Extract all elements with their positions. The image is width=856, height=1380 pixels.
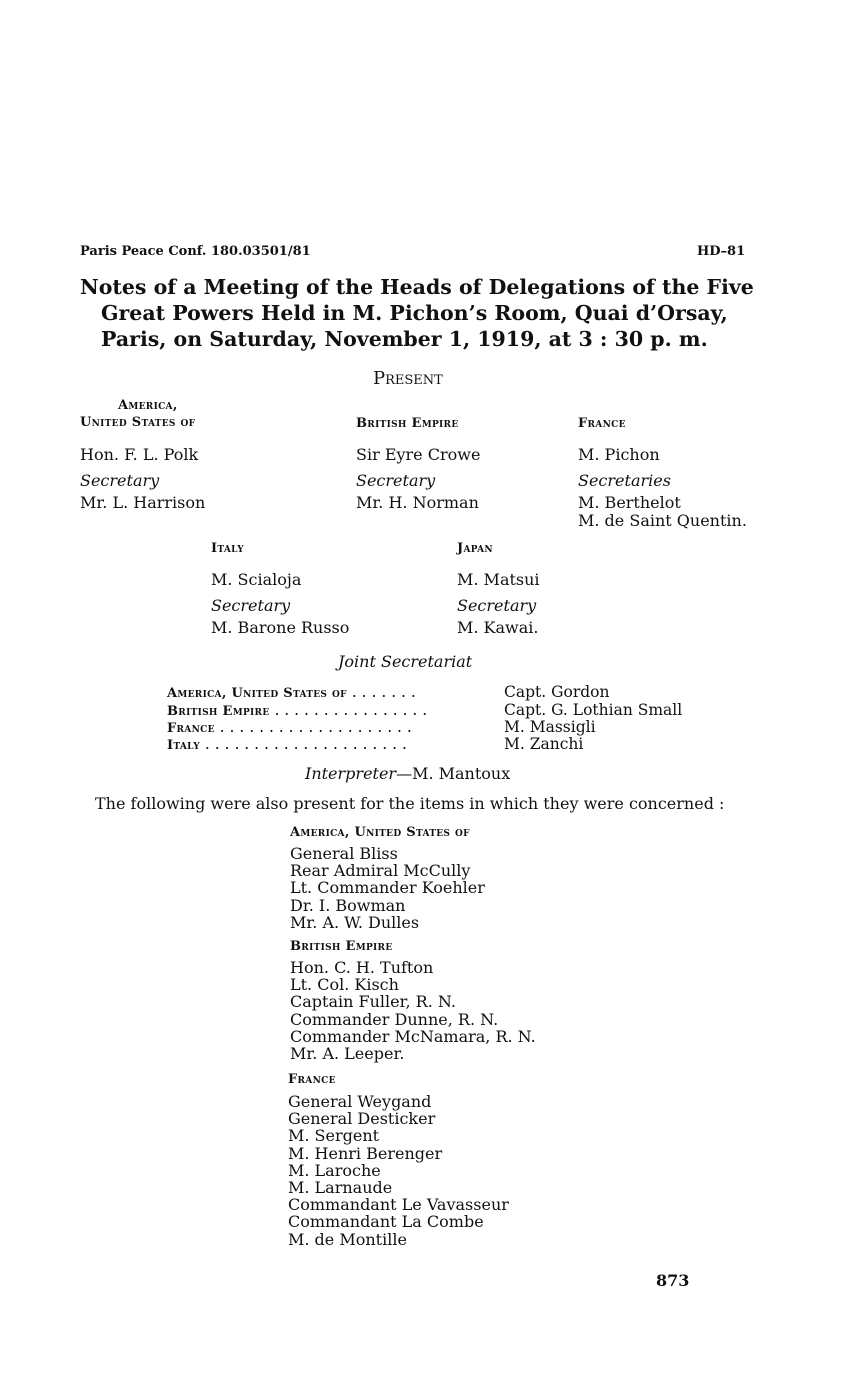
country-label: America, United States of <box>167 686 347 701</box>
secretary-label: Secretary <box>356 471 436 490</box>
country-label: British Empire <box>290 939 393 954</box>
attendee-name: Captain Fuller, R. N. <box>290 992 456 1012</box>
joint-secretariat-heading: Joint Secretariat <box>338 652 473 671</box>
secretary-name: Mr. L. Harrison <box>80 493 206 512</box>
document-reference: Paris Peace Conf. 180.03501/81 <box>80 244 311 259</box>
attendee-name: General Weygand <box>288 1092 432 1111</box>
attendee-list-british-empire <box>290 959 536 1062</box>
dot-leaders: . . . . . . . <box>346 683 416 701</box>
secretary-name: M. Berthelot <box>578 493 681 512</box>
interpreter-line <box>305 764 510 783</box>
attendee-list-france <box>288 1093 509 1248</box>
joint-secretariat-row <box>167 701 707 719</box>
also-present-intro: The following were also present for the items in which they were concerned : <box>95 794 725 813</box>
attendee-name: Hon. C. H. Tufton <box>290 958 434 977</box>
document-title: Notes of a Meeting of the Heads of Delegations of the Five Great Powers Held in M. Pichon’s Room, Quai d’Orsay, Paris, on Saturday, November 1, 1919, at 3 : 30 p. m. <box>80 275 754 351</box>
country-label: Italy <box>211 541 244 556</box>
secretary-name: M. Kawai. <box>457 618 539 637</box>
country-label: France <box>578 416 626 431</box>
attendee-name: M. de Montille <box>288 1229 407 1249</box>
country-label: Japan <box>457 541 493 556</box>
interpreter-name: —M. Mantoux <box>396 764 511 783</box>
secretary-label: Secretary <box>211 596 291 615</box>
attendee-name: Commander McNamara, R. N. <box>290 1026 536 1046</box>
joint-secretariat-row <box>167 683 707 701</box>
secretariat-member: Capt. G. Lothian Small <box>504 701 683 719</box>
secretary-name: Mr. H. Norman <box>356 493 479 512</box>
joint-secretariat-row <box>167 735 707 753</box>
country-label: America, United States of <box>290 825 470 840</box>
secretary-name: M. Barone Russo <box>211 618 350 637</box>
secretary-label: Secretaries <box>578 471 671 490</box>
secretariat-member: M. Massigli <box>504 718 596 736</box>
attendee-name: Mr. A. Leeper. <box>290 1044 405 1064</box>
attendee-name: General Bliss <box>290 844 398 863</box>
dot-leaders: . . . . . . . . . . . . . . . . . . . . <box>214 718 412 736</box>
delegate-head: Sir Eyre Crowe <box>356 445 481 464</box>
secretary-name: M. de Saint Quentin. <box>578 511 747 530</box>
attendee-name: M. Laroche <box>288 1160 381 1180</box>
attendee-name: M. Henri Berenger <box>288 1143 443 1163</box>
joint-secretariat-row <box>167 718 707 736</box>
delegate-head: Hon. F. L. Polk <box>80 445 199 464</box>
country-label: British Empire <box>167 704 270 719</box>
attendee-name: General Desticker <box>288 1109 436 1129</box>
delegate-head: M. Scialoja <box>211 570 302 589</box>
dot-leaders: . . . . . . . . . . . . . . . . <box>269 701 428 719</box>
attendee-name: Lt. Col. Kisch <box>290 975 399 995</box>
country-label: America, <box>118 398 178 413</box>
attendee-name: M. Larnaude <box>288 1178 393 1198</box>
attendee-name: Commandant La Combe <box>288 1212 484 1232</box>
secretary-label: Secretary <box>457 596 537 615</box>
country-label: United States of <box>80 415 196 430</box>
present-heading: Present <box>373 368 443 389</box>
secretary-label: Secretary <box>80 471 160 490</box>
delegate-head: M. Pichon <box>578 445 660 464</box>
page-number: 873 <box>656 1271 690 1290</box>
interpreter-label: Interpreter <box>305 764 397 783</box>
country-label: Italy <box>167 738 200 753</box>
attendee-name: Commander Dunne, R. N. <box>290 1009 499 1029</box>
country-label: France <box>167 721 215 736</box>
dot-leaders: . . . . . . . . . . . . . . . . . . . . . <box>199 735 407 753</box>
attendee-name: Mr. A. W. Dulles <box>290 912 420 932</box>
delegate-head: M. Matsui <box>457 570 540 589</box>
country-label: British Empire <box>356 416 459 431</box>
secretariat-member: Capt. Gordon <box>504 683 610 701</box>
secretariat-member: M. Zanchi <box>504 735 584 753</box>
document-id: HD–81 <box>697 244 746 259</box>
country-label: France <box>288 1072 336 1087</box>
attendee-list-america <box>290 845 485 931</box>
attendee-name: M. Sergent <box>288 1126 380 1146</box>
attendee-name: Dr. I. Bowman <box>290 895 406 915</box>
attendee-name: Lt. Commander Koehler <box>290 878 485 898</box>
attendee-name: Rear Admiral McCully <box>290 861 471 881</box>
attendee-name: Commandant Le Vavasseur <box>288 1195 509 1215</box>
